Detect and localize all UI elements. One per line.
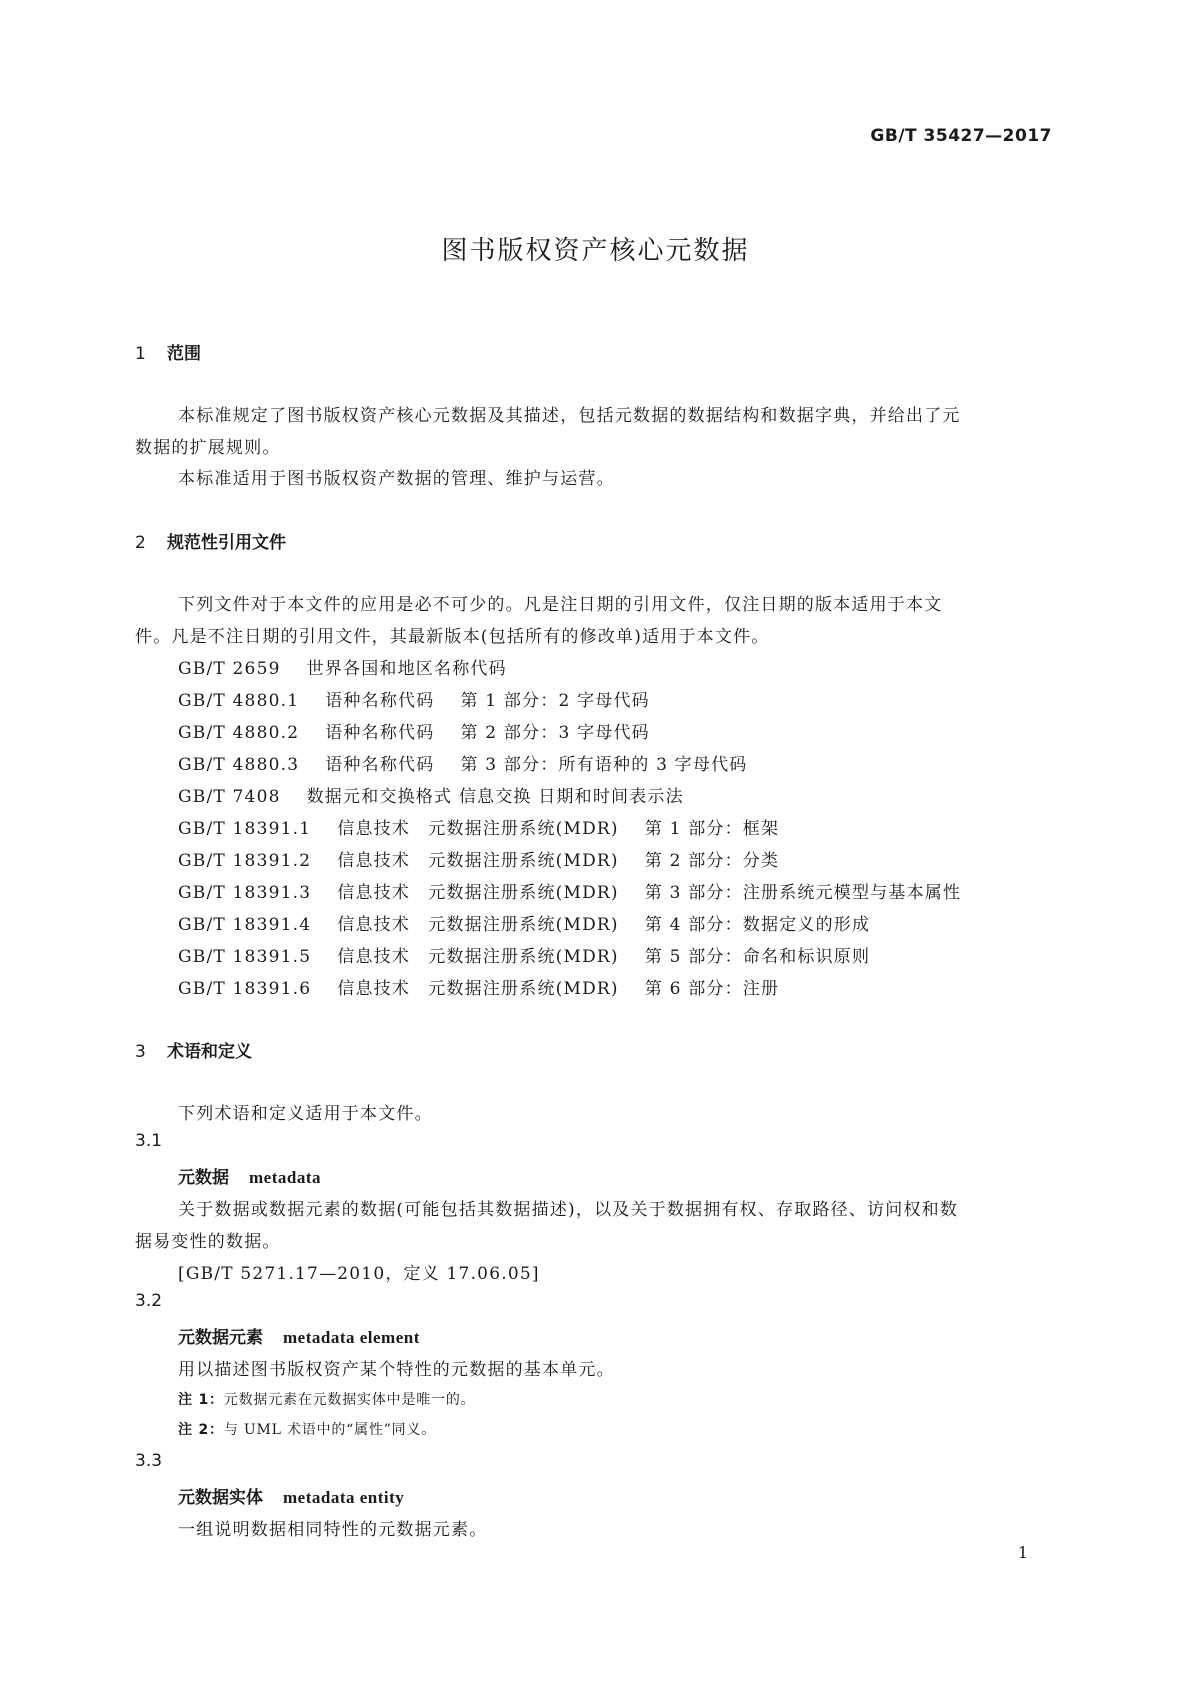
reference-name: 数据元和交换格式 信息交换 日期和时间表示法: [306, 787, 684, 807]
reference-item: [178, 974, 779, 999]
reference-part: 第 2 部分：3 字母代码: [460, 723, 650, 743]
normative-intro-line-1: 下列文件对于本文件的应用是必不可少的。凡是注日期的引用文件，仅注日期的版本适用于本文: [178, 595, 943, 615]
normative-intro-line-2: 件。凡是不注日期的引用文件，其最新版本(包括所有的修改单)适用于本文件。: [135, 627, 770, 647]
reference-name: 信息技术 元数据注册系统(MDR): [337, 979, 619, 999]
note-label: 注 1：: [178, 1392, 224, 1408]
reference-code: GB/T 18391.5: [178, 947, 312, 967]
note-label: 注 2：: [178, 1422, 224, 1438]
section-number: 1: [135, 344, 146, 364]
term-number: 3.2: [135, 1291, 163, 1311]
reference-name: 信息技术 元数据注册系统(MDR): [337, 883, 619, 903]
reference-code: GB/T 2659: [178, 659, 281, 679]
reference-item: [178, 654, 507, 679]
reference-name: 世界各国和地区名称代码: [306, 659, 507, 679]
reference-code: GB/T 18391.3: [178, 883, 312, 903]
section-heading-terms: [135, 1037, 252, 1062]
note-text: 元数据元素在元数据实体中是唯一的。: [223, 1392, 476, 1408]
section-title: 规范性引用文件: [167, 533, 286, 553]
section-title: 范围: [167, 344, 201, 364]
reference-part: 第 4 部分：数据定义的形成: [644, 915, 871, 935]
reference-code: GB/T 7408: [178, 787, 281, 807]
scope-paragraph-2: 本标准适用于图书版权资产数据的管理、维护与运营。: [178, 469, 615, 489]
reference-part: 第 2 部分：分类: [644, 851, 780, 871]
term-source: [GB/T 5271.17—2010，定义 17.06.05]: [178, 1264, 540, 1284]
term-zh: 元数据元素: [178, 1328, 263, 1348]
term-number: 3.1: [135, 1131, 163, 1151]
note-text: 与 UML 术语中的“属性”同义。: [223, 1422, 437, 1438]
reference-code: GB/T 4880.2: [178, 723, 300, 743]
reference-name: 信息技术 元数据注册系统(MDR): [337, 947, 619, 967]
reference-name: 语种名称代码: [325, 755, 435, 775]
section-number: 2: [135, 533, 146, 553]
term-en: metadata element: [283, 1328, 420, 1347]
reference-item: [178, 878, 961, 903]
reference-part: 第 6 部分：注册: [644, 979, 780, 999]
reference-code: GB/T 18391.4: [178, 915, 312, 935]
term-heading: [178, 1483, 404, 1508]
term-definition-line-1: 一组说明数据相同特性的元数据元素。: [178, 1520, 488, 1540]
reference-part: 第 1 部分：框架: [644, 819, 780, 839]
term-definition-line-2: 据易变性的数据。: [135, 1232, 281, 1252]
reference-item: [178, 782, 684, 807]
reference-code: GB/T 4880.3: [178, 755, 300, 775]
reference-name: 信息技术 元数据注册系统(MDR): [337, 851, 619, 871]
reference-code: GB/T 18391.1: [178, 819, 312, 839]
reference-item: [178, 686, 650, 711]
reference-part: 第 1 部分：2 字母代码: [460, 691, 650, 711]
term-zh: 元数据实体: [178, 1488, 263, 1508]
scope-paragraph-1-line-1: 本标准规定了图书版权资产核心元数据及其描述，包括元数据的数据结构和数据字典，并给出了元: [178, 406, 961, 426]
term-note-1: [178, 1389, 475, 1409]
term-heading: [178, 1163, 321, 1188]
term-en: metadata entity: [283, 1488, 405, 1507]
page-number: 1: [1017, 1543, 1028, 1562]
reference-part: 第 3 部分：注册系统元模型与基本属性: [644, 883, 962, 903]
term-en: metadata: [249, 1168, 321, 1187]
reference-item: [178, 718, 650, 743]
reference-name: 语种名称代码: [325, 691, 435, 711]
terms-intro: 下列术语和定义适用于本文件。: [178, 1104, 433, 1124]
term-number: 3.3: [135, 1451, 163, 1471]
reference-name: 信息技术 元数据注册系统(MDR): [337, 819, 619, 839]
reference-item: [178, 942, 870, 967]
reference-code: GB/T 18391.2: [178, 851, 312, 871]
section-heading-scope: [135, 339, 201, 364]
reference-name: 语种名称代码: [325, 723, 435, 743]
reference-part: 第 5 部分：命名和标识原则: [644, 947, 871, 967]
term-zh: 元数据: [178, 1168, 229, 1188]
reference-part: 第 3 部分：所有语种的 3 字母代码: [460, 755, 748, 775]
term-note-2: [178, 1419, 436, 1439]
term-heading: [178, 1323, 420, 1348]
section-heading-normative: [135, 528, 286, 553]
section-number: 3: [135, 1042, 146, 1062]
scope-paragraph-1-line-2: 数据的扩展规则。: [135, 438, 281, 458]
reference-item: [178, 910, 870, 935]
reference-code: GB/T 18391.6: [178, 979, 312, 999]
reference-item: [178, 814, 779, 839]
reference-code: GB/T 4880.1: [178, 691, 300, 711]
section-title: 术语和定义: [167, 1042, 252, 1062]
reference-name: 信息技术 元数据注册系统(MDR): [337, 915, 619, 935]
reference-item: [178, 846, 779, 871]
reference-item: [178, 750, 747, 775]
standard-code: GB/T 35427—2017: [870, 126, 1052, 146]
term-definition-line-1: 关于数据或数据元素的数据(可能包括其数据描述)，以及关于数据拥有权、存取路径、访问权和数: [178, 1200, 959, 1220]
term-definition-line-1: 用以描述图书版权资产某个特性的元数据的基本单元。: [178, 1360, 615, 1380]
document-title: 图书版权资产核心元数据: [441, 236, 750, 266]
